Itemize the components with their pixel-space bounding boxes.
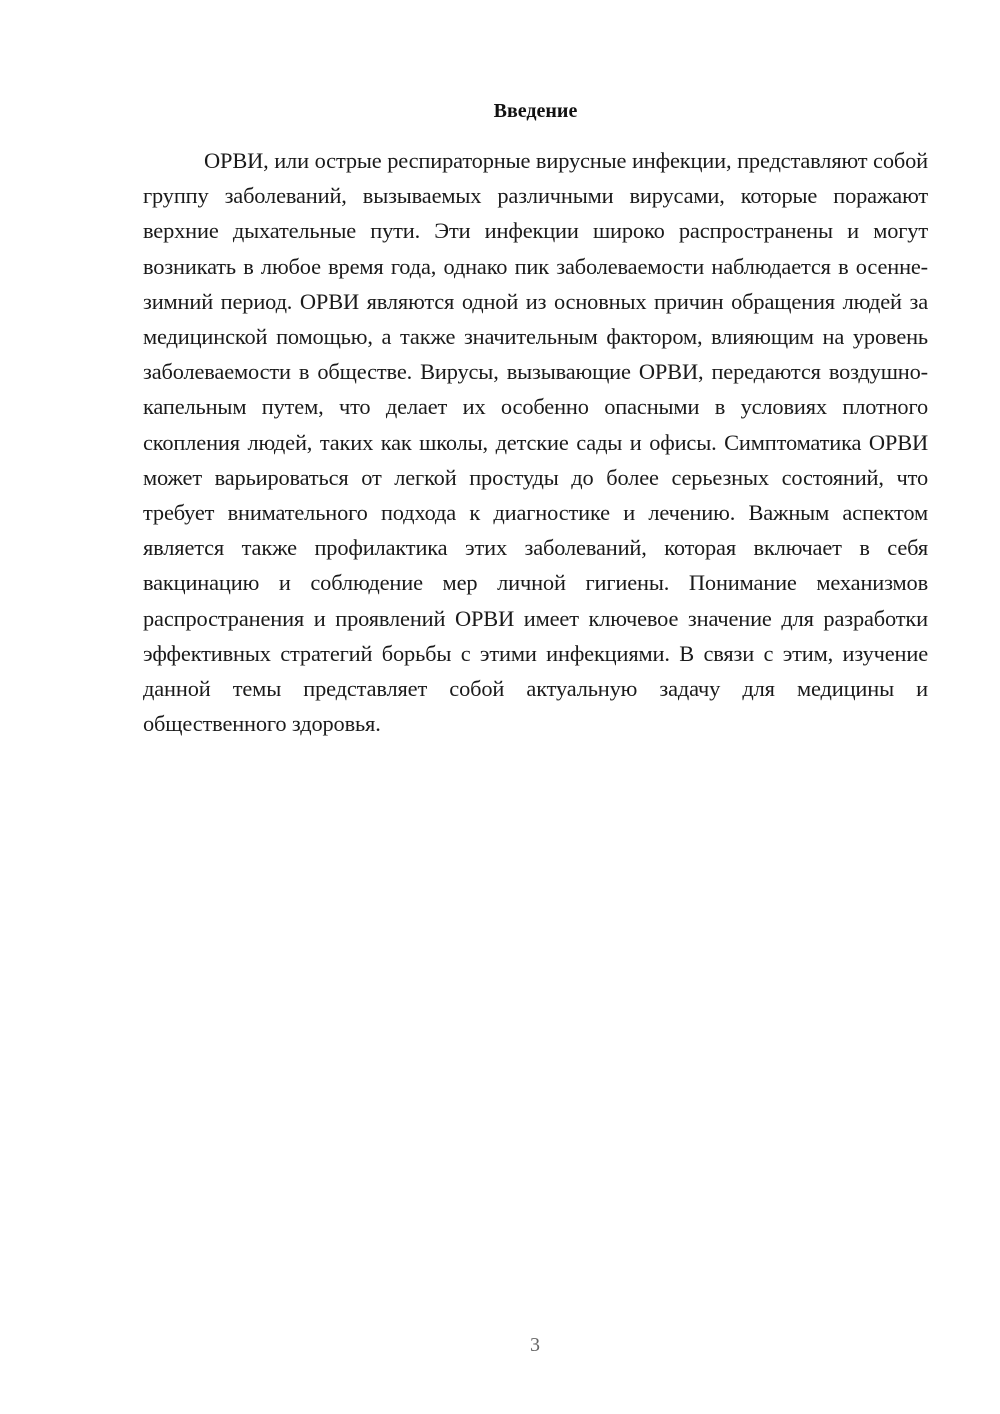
page-number: 3 xyxy=(530,1334,540,1356)
section-heading: Введение xyxy=(493,100,578,122)
introduction-paragraph: ОРВИ, или острые респираторные вирусные инфекции, представляют собой группу заболеваний, вызываемых различными вирусами, которые поражают верхние дыхательные пути. Эти инфекции широко распространены и могут возникать в любое время года, однако пик заболеваемости наблюдается в осенне-зимний период. ОРВИ являются одной из основных причин обращения людей за медицинской помощью, а также значительным фактором, влияющим на уровень заболеваемости в обществе. Вирусы, вызывающие ОРВИ, передаются воздушно-капельным путем, что делает их особенно опасными в условиях плотного скопления людей, таких как школы, детские сады и офисы. Симптоматика ОРВИ может варьироваться от легкой простуды до более серьезных состояний, что требует внимательного подхода к диагностике и лечению. Важным аспектом является также профилактика этих заболеваний, которая включает в себя вакцинацию и соблюдение мер личной гигиены. Понимание механизмов распространения и проявлений ОРВИ имеет ключевое значение для разработки эффективных стратегий борьбы с этими инфекциями. В связи с этим, изучение данной темы представляет собой актуальную задачу для медицины и общественного здоровья. xyxy=(143,148,928,737)
